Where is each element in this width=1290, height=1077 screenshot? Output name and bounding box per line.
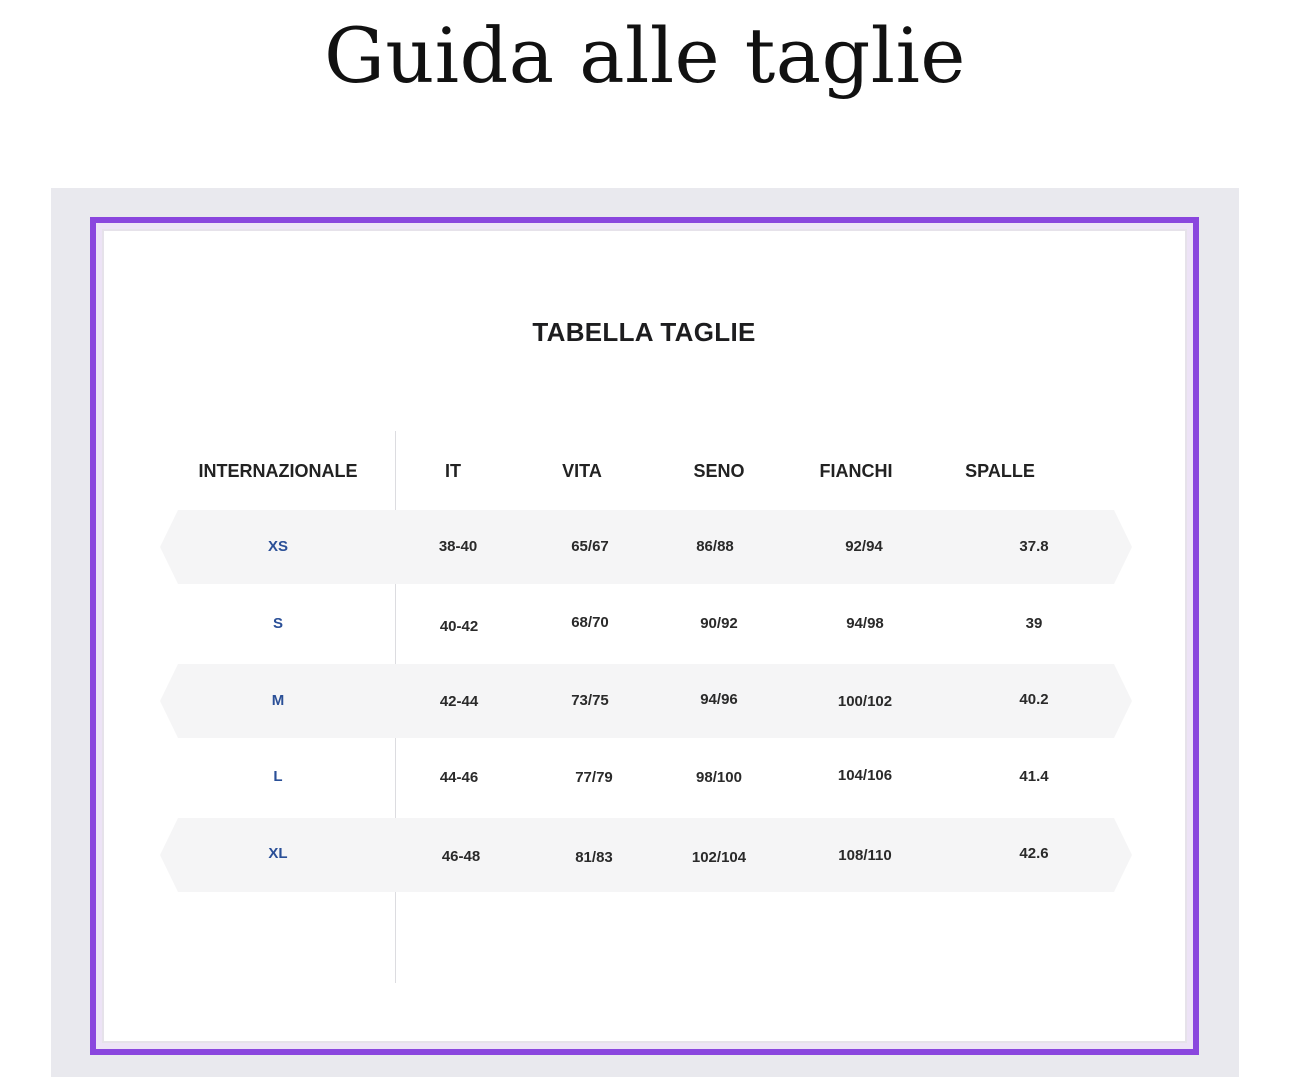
size-chart-title: TABELLA TAGLIE [532,317,756,347]
table-cell: 92/94 [845,538,883,555]
table-cell: 98/100 [696,769,742,786]
table-cell: 42-44 [439,693,479,710]
size-label-m: M [271,692,285,709]
table-cell: 94/96 [700,691,738,708]
table-cell: 39 [1025,615,1043,632]
table-cell: 37.8 [1019,538,1049,555]
table-cell: 108/110 [838,847,892,864]
table-cell: 38-40 [438,538,478,555]
table-cell: 86/88 [696,538,734,555]
table-cell: 65/67 [571,538,609,555]
size-label-s: S [272,615,283,632]
header-spalle: SPALLE [965,461,1035,481]
size-label-xl: XL [268,845,288,862]
size-chart-image [104,231,1185,1041]
table-cell: 44-46 [439,769,479,786]
table-cell: 46-48 [441,848,481,865]
header-internazionale: INTERNAZIONALE [198,461,358,481]
page-title: Guida alle taglie [324,11,966,100]
table-cell: 77/79 [575,769,613,786]
table-cell: 100/102 [837,693,893,710]
header-vita: VITA [562,461,602,481]
table-cell: 68/70 [571,614,609,631]
table-cell: 40-42 [439,618,479,635]
size-label-l: L [273,768,283,785]
table-cell: 94/98 [846,615,884,632]
table-cell: 90/92 [700,615,738,632]
table-cell: 42.6 [1019,845,1049,862]
header-fianchi: FIANCHI [819,461,893,481]
table-cell: 41.4 [1019,768,1049,785]
size-chart-frame [90,217,1199,1055]
size-label-xs: XS [267,538,288,555]
table-cell: 104/106 [837,767,893,784]
table-cell: 102/104 [691,849,747,866]
table-cell: 73/75 [571,692,609,709]
header-seno: SENO [693,461,745,481]
header-it: IT [445,461,461,481]
table-cell: 40.2 [1019,691,1049,708]
table-cell: 81/83 [575,849,613,866]
